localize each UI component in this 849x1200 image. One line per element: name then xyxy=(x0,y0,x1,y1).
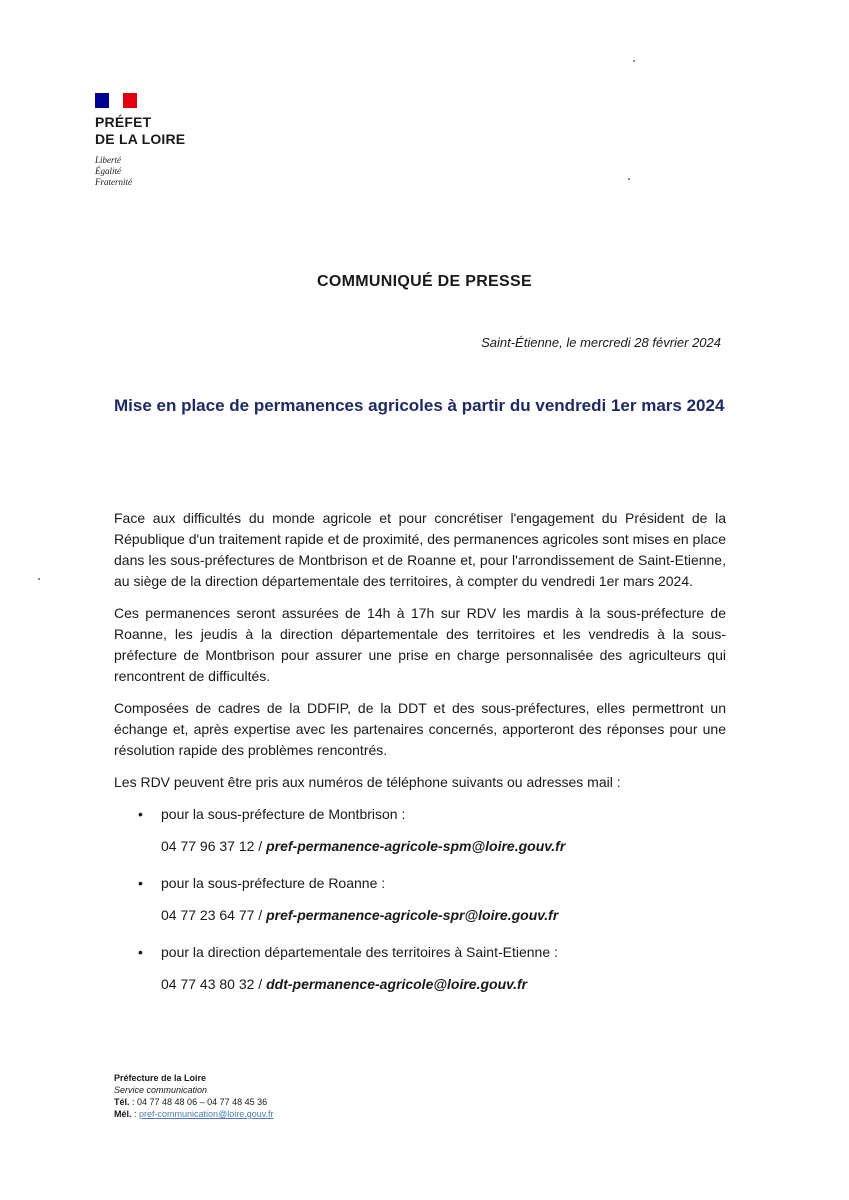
scan-speck xyxy=(633,60,635,62)
contact-item-ddt xyxy=(114,942,726,963)
contact-line-montbrison xyxy=(161,836,726,857)
flag-red-band xyxy=(123,93,137,108)
contact-item-roanne xyxy=(114,873,726,894)
footer xyxy=(114,1072,274,1120)
footer-tel xyxy=(114,1096,274,1108)
flag-white-band xyxy=(109,93,123,108)
contact-label: pour la sous-préfecture de Montbrison : xyxy=(161,806,406,822)
scan-speck xyxy=(38,578,40,580)
body-text xyxy=(114,508,726,1011)
motto-fraternite: Fraternité xyxy=(95,177,132,187)
bullet-icon: • xyxy=(138,806,143,822)
marianne-logo xyxy=(95,93,137,108)
document-type: COMMUNIQUÉ DE PRESSE xyxy=(317,273,532,290)
scan-speck xyxy=(628,178,630,180)
flag-blue-band xyxy=(95,93,109,108)
brand-line-2: DE LA LOIRE xyxy=(95,131,186,147)
contact-item-montbrison xyxy=(114,804,726,825)
dateline: Saint-Étienne, le mercredi 28 février 2024 xyxy=(481,335,721,350)
footer-mail-sep: : xyxy=(131,1109,140,1119)
contact-phone: 04 77 96 37 12 / xyxy=(161,838,267,854)
footer-tel-value: : 04 77 48 48 06 – 04 77 48 45 36 xyxy=(129,1097,268,1107)
footer-mail xyxy=(114,1108,274,1120)
contact-phone: 04 77 23 64 77 / xyxy=(161,907,267,923)
footer-mail-label: Mél. xyxy=(114,1109,132,1119)
paragraph-3: Composées de cadres de la DDFIP, de la DDT et des sous-préfectures, elles permettront un échange et, après expertise avec les partenaires concernés, apporteront des réponses pour une résolution rapide des problèmes rencontrés. xyxy=(114,700,726,758)
headline: Mise en place de permanences agricoles à partir du vendredi 1er mars 2024 xyxy=(114,396,725,415)
footer-org: Préfecture de la Loire xyxy=(114,1073,207,1083)
contact-line-ddt xyxy=(161,974,726,995)
contact-label: pour la direction départementale des territoires à Saint-Etienne : xyxy=(161,944,558,960)
motto-egalite: Égalité xyxy=(95,166,121,176)
contact-email[interactable]: pref-permanence-agricole-spr@loire.gouv.fr xyxy=(266,907,559,923)
brand-title xyxy=(95,114,185,148)
footer-tel-label: Tél. xyxy=(114,1097,130,1107)
paragraph-4: Les RDV peuvent être pris aux numéros de téléphone suivants ou adresses mail : xyxy=(114,774,621,790)
motto-liberte: Liberté xyxy=(95,155,121,165)
contact-email[interactable]: pref-permanence-agricole-spm@loire.gouv.fr xyxy=(266,838,566,854)
paragraph-2: Ces permanences seront assurées de 14h à 17h sur RDV les mardis à la sous-préfecture de Roanne, les jeudis à la direction départementale des territoires et les vendredis à la sous-préfecture de Montbrison pour assurer une prise en charge personnalisée des agriculteurs qui rencontrent de difficultés. xyxy=(114,605,726,684)
bullet-icon: • xyxy=(138,944,143,960)
footer-service: Service communication xyxy=(114,1085,208,1095)
bullet-icon: • xyxy=(138,875,143,891)
contact-phone: 04 77 43 80 32 / xyxy=(161,976,267,992)
republic-motto xyxy=(95,155,132,188)
contact-label: pour la sous-préfecture de Roanne : xyxy=(161,875,386,891)
contact-email[interactable]: ddt-permanence-agricole@loire.gouv.fr xyxy=(266,976,528,992)
paragraph-1: Face aux difficultés du monde agricole et pour concrétiser l'engagement du Président de la République d'un traitement rapide et de proximité, des permanences agricoles sont mises en place dans les sous-préfectures de Montbrison et de Roanne et, pour l'arrondissement de Saint-Etienne, au siège de la direction départementale des territoires, à compter du vendredi 1er mars 2024. xyxy=(114,510,727,589)
footer-mail-link[interactable]: pref-communication@loire.gouv.fr xyxy=(139,1109,274,1119)
contact-line-roanne xyxy=(161,905,726,926)
contact-list xyxy=(114,804,726,995)
brand-line-1: PRÉFET xyxy=(95,114,152,130)
